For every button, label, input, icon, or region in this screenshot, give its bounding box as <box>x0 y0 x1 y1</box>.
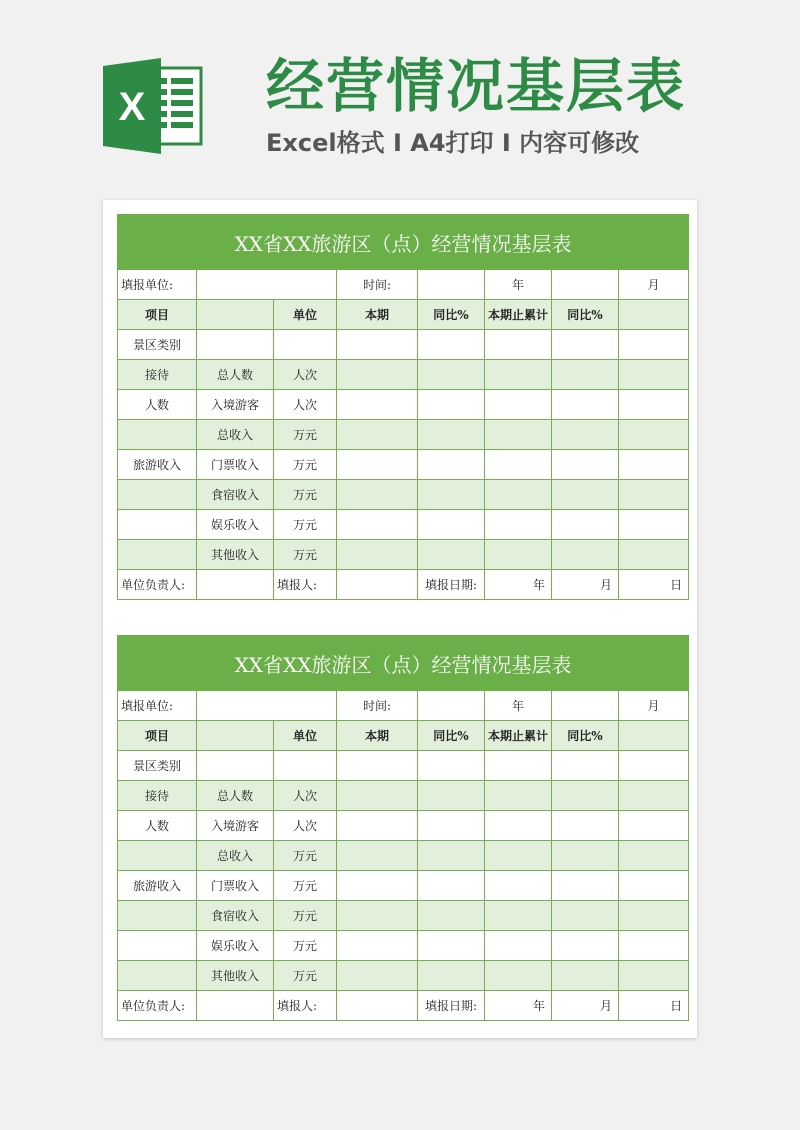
data-row <box>118 931 689 961</box>
row-item: 总收入 <box>197 841 274 871</box>
table-cell[interactable] <box>337 330 418 360</box>
year-label: 年 <box>485 691 552 721</box>
responsible-label: 单位负责人: <box>118 991 197 1021</box>
fill-unit-cell[interactable] <box>197 691 337 721</box>
table-cell[interactable] <box>337 390 418 420</box>
table-cell[interactable] <box>337 450 418 480</box>
header-cumulative-yoy: 同比% <box>552 721 619 751</box>
row-item: 入境游客 <box>197 390 274 420</box>
row-unit: 人次 <box>274 781 337 811</box>
table-cell[interactable] <box>274 330 337 360</box>
form-table-2 <box>117 635 689 1021</box>
table-cell[interactable] <box>485 841 552 871</box>
date-day-label: 日 <box>619 570 689 600</box>
date-label: 填报日期: <box>418 570 485 600</box>
table-cell[interactable] <box>619 751 689 781</box>
table-cell[interactable] <box>552 871 619 901</box>
table-cell[interactable] <box>337 360 418 390</box>
data-row <box>118 360 689 390</box>
table-cell[interactable] <box>337 811 418 841</box>
table-cell[interactable] <box>619 871 689 901</box>
data-row <box>118 510 689 540</box>
row-item: 食宿收入 <box>197 480 274 510</box>
row-unit: 万元 <box>274 871 337 901</box>
date-year-label: 年 <box>485 570 552 600</box>
row-item: 门票收入 <box>197 871 274 901</box>
row-unit: 人次 <box>274 390 337 420</box>
table-cell[interactable] <box>485 751 552 781</box>
table-cell[interactable] <box>337 931 418 961</box>
table-cell[interactable] <box>552 420 619 450</box>
responsible-cell[interactable] <box>197 570 274 600</box>
header-unit: 单位 <box>274 721 337 751</box>
table-cell[interactable] <box>552 450 619 480</box>
table-cell[interactable] <box>485 510 552 540</box>
table-cell[interactable] <box>418 871 485 901</box>
table-cell <box>118 480 197 510</box>
date-label: 填报日期: <box>418 991 485 1021</box>
responsible-cell[interactable] <box>197 991 274 1021</box>
table-cell[interactable] <box>552 390 619 420</box>
table-cell[interactable] <box>418 360 485 390</box>
table-cell[interactable] <box>337 420 418 450</box>
tourism-income-label: 旅游收入 <box>118 871 197 901</box>
people-label: 人数 <box>118 811 197 841</box>
table-cell[interactable] <box>418 450 485 480</box>
row-item: 娱乐收入 <box>197 510 274 540</box>
table-cell <box>118 961 197 991</box>
header-yoy: 同比% <box>418 300 485 330</box>
table-cell[interactable] <box>337 781 418 811</box>
date-month-label: 月 <box>552 991 619 1021</box>
footer-row <box>118 570 689 600</box>
fill-unit-cell[interactable] <box>197 270 337 300</box>
table-cell[interactable] <box>552 901 619 931</box>
row-item: 入境游客 <box>197 811 274 841</box>
header-yoy: 同比% <box>418 721 485 751</box>
table-cell[interactable] <box>619 390 689 420</box>
info-row <box>118 691 689 721</box>
spreadsheet-page <box>103 200 697 1038</box>
table-cell[interactable] <box>337 901 418 931</box>
logo-letter: X <box>118 85 146 129</box>
table-cell[interactable] <box>485 931 552 961</box>
table-cell[interactable] <box>619 510 689 540</box>
row-item: 其他收入 <box>197 540 274 570</box>
data-row <box>118 390 689 420</box>
scenic-type-label: 景区类别 <box>118 330 197 360</box>
form-table-1 <box>117 214 689 600</box>
table-cell[interactable] <box>619 360 689 390</box>
header-current: 本期 <box>337 300 418 330</box>
table-cell[interactable] <box>552 751 619 781</box>
table-cell[interactable] <box>337 540 418 570</box>
table-cell[interactable] <box>485 811 552 841</box>
scenic-type-row <box>118 330 689 360</box>
table-cell[interactable] <box>485 871 552 901</box>
table-cell[interactable] <box>418 811 485 841</box>
data-row <box>118 450 689 480</box>
table-cell[interactable] <box>418 510 485 540</box>
table-cell[interactable] <box>619 811 689 841</box>
date-day-label: 日 <box>619 991 689 1021</box>
responsible-label: 单位负责人: <box>118 570 197 600</box>
row-item: 门票收入 <box>197 450 274 480</box>
row-unit: 万元 <box>274 540 337 570</box>
header-blank <box>197 300 274 330</box>
time-cell[interactable] <box>418 270 485 300</box>
header-extra <box>619 300 689 330</box>
filler-label: 填报人: <box>274 991 337 1021</box>
row-item: 总人数 <box>197 360 274 390</box>
table-cell[interactable] <box>552 781 619 811</box>
table-cell[interactable] <box>485 390 552 420</box>
info-row <box>118 270 689 300</box>
table-cell[interactable] <box>619 420 689 450</box>
table-cell[interactable] <box>552 330 619 360</box>
table-cell[interactable] <box>552 811 619 841</box>
header-extra <box>619 721 689 751</box>
table-cell[interactable] <box>418 751 485 781</box>
table-cell[interactable] <box>485 330 552 360</box>
fill-unit-label: 填报单位: <box>118 270 197 300</box>
row-unit: 万元 <box>274 931 337 961</box>
table-cell[interactable] <box>619 931 689 961</box>
table-cell <box>118 841 197 871</box>
table-cell <box>118 901 197 931</box>
date-month-label: 月 <box>552 570 619 600</box>
data-row <box>118 841 689 871</box>
table-cell[interactable] <box>485 360 552 390</box>
table-cell[interactable] <box>619 480 689 510</box>
table-cell[interactable] <box>485 901 552 931</box>
header-cumulative: 本期止累计 <box>485 721 552 751</box>
header-unit: 单位 <box>274 300 337 330</box>
form-title: XX省XX旅游区（点）经营情况基层表 <box>118 215 689 270</box>
row-item: 娱乐收入 <box>197 931 274 961</box>
data-row <box>118 480 689 510</box>
data-row <box>118 540 689 570</box>
table-cell[interactable] <box>485 961 552 991</box>
filler-cell[interactable] <box>337 991 418 1021</box>
table-cell[interactable] <box>418 961 485 991</box>
row-unit: 人次 <box>274 811 337 841</box>
table-cell[interactable] <box>337 510 418 540</box>
data-row <box>118 781 689 811</box>
time-cell[interactable] <box>418 691 485 721</box>
row-unit: 万元 <box>274 901 337 931</box>
table-cell[interactable] <box>418 390 485 420</box>
table-cell[interactable] <box>418 540 485 570</box>
table-cell[interactable] <box>337 961 418 991</box>
time-month-cell[interactable] <box>552 691 619 721</box>
table-cell[interactable] <box>418 841 485 871</box>
table-cell[interactable] <box>552 540 619 570</box>
table-cell[interactable] <box>619 841 689 871</box>
table-cell[interactable] <box>418 931 485 961</box>
data-row <box>118 901 689 931</box>
scenic-type-label: 景区类别 <box>118 751 197 781</box>
data-row <box>118 811 689 841</box>
row-item: 总人数 <box>197 781 274 811</box>
table-cell[interactable] <box>337 871 418 901</box>
table-cell[interactable] <box>485 420 552 450</box>
table-cell[interactable] <box>418 480 485 510</box>
table-cell[interactable] <box>552 510 619 540</box>
reception-label: 接待 <box>118 781 197 811</box>
reception-label: 接待 <box>118 360 197 390</box>
footer-row <box>118 991 689 1021</box>
column-header-row <box>118 721 689 751</box>
year-label: 年 <box>485 270 552 300</box>
table-cell[interactable] <box>274 751 337 781</box>
time-month-cell[interactable] <box>552 270 619 300</box>
table-cell[interactable] <box>619 961 689 991</box>
people-label: 人数 <box>118 390 197 420</box>
table-cell[interactable] <box>485 540 552 570</box>
data-row <box>118 871 689 901</box>
time-label: 时间: <box>337 270 418 300</box>
month-label: 月 <box>619 270 689 300</box>
row-unit: 万元 <box>274 480 337 510</box>
table-cell[interactable] <box>485 781 552 811</box>
excel-icon <box>103 58 205 154</box>
filler-label: 填报人: <box>274 570 337 600</box>
page-title: 经营情况基层表 <box>266 52 687 120</box>
table-cell[interactable] <box>337 751 418 781</box>
column-header-row <box>118 300 689 330</box>
header-item: 项目 <box>118 721 197 751</box>
table-cell[interactable] <box>418 420 485 450</box>
table-cell[interactable] <box>552 931 619 961</box>
table-cell[interactable] <box>552 360 619 390</box>
table-cell[interactable] <box>552 841 619 871</box>
page-header <box>0 0 800 190</box>
table-cell[interactable] <box>337 841 418 871</box>
table-cell[interactable] <box>552 480 619 510</box>
time-label: 时间: <box>337 691 418 721</box>
table-cell[interactable] <box>418 330 485 360</box>
scenic-type-cell[interactable] <box>197 330 274 360</box>
table-cell[interactable] <box>619 781 689 811</box>
date-year-label: 年 <box>485 991 552 1021</box>
form-title-row <box>118 636 689 691</box>
header-item: 项目 <box>118 300 197 330</box>
row-unit: 万元 <box>274 841 337 871</box>
header-cumulative-yoy: 同比% <box>552 300 619 330</box>
row-item: 总收入 <box>197 420 274 450</box>
data-row <box>118 961 689 991</box>
row-unit: 万元 <box>274 450 337 480</box>
month-label: 月 <box>619 691 689 721</box>
row-unit: 万元 <box>274 510 337 540</box>
table-cell[interactable] <box>337 480 418 510</box>
table-cell[interactable] <box>619 901 689 931</box>
page-subtitle: Excel格式 I A4打印 I 内容可修改 <box>266 129 640 157</box>
table-cell <box>118 931 197 961</box>
row-unit: 万元 <box>274 961 337 991</box>
scenic-type-row <box>118 751 689 781</box>
table-cell[interactable] <box>485 450 552 480</box>
table-cell[interactable] <box>418 781 485 811</box>
header-cumulative: 本期止累计 <box>485 300 552 330</box>
fill-unit-label: 填报单位: <box>118 691 197 721</box>
filler-cell[interactable] <box>337 570 418 600</box>
row-item: 其他收入 <box>197 961 274 991</box>
row-unit: 万元 <box>274 420 337 450</box>
table-cell[interactable] <box>418 901 485 931</box>
table-cell <box>118 540 197 570</box>
table-cell[interactable] <box>619 330 689 360</box>
data-row <box>118 420 689 450</box>
table-cell <box>118 420 197 450</box>
row-unit: 人次 <box>274 360 337 390</box>
header-blank <box>197 721 274 751</box>
table-cell[interactable] <box>619 450 689 480</box>
table-cell[interactable] <box>619 540 689 570</box>
form-title: XX省XX旅游区（点）经营情况基层表 <box>118 636 689 691</box>
tourism-income-label: 旅游收入 <box>118 450 197 480</box>
table-cell <box>118 510 197 540</box>
table-cell[interactable] <box>552 961 619 991</box>
header-current: 本期 <box>337 721 418 751</box>
form-title-row <box>118 215 689 270</box>
row-item: 食宿收入 <box>197 901 274 931</box>
scenic-type-cell[interactable] <box>197 751 274 781</box>
table-cell[interactable] <box>485 480 552 510</box>
